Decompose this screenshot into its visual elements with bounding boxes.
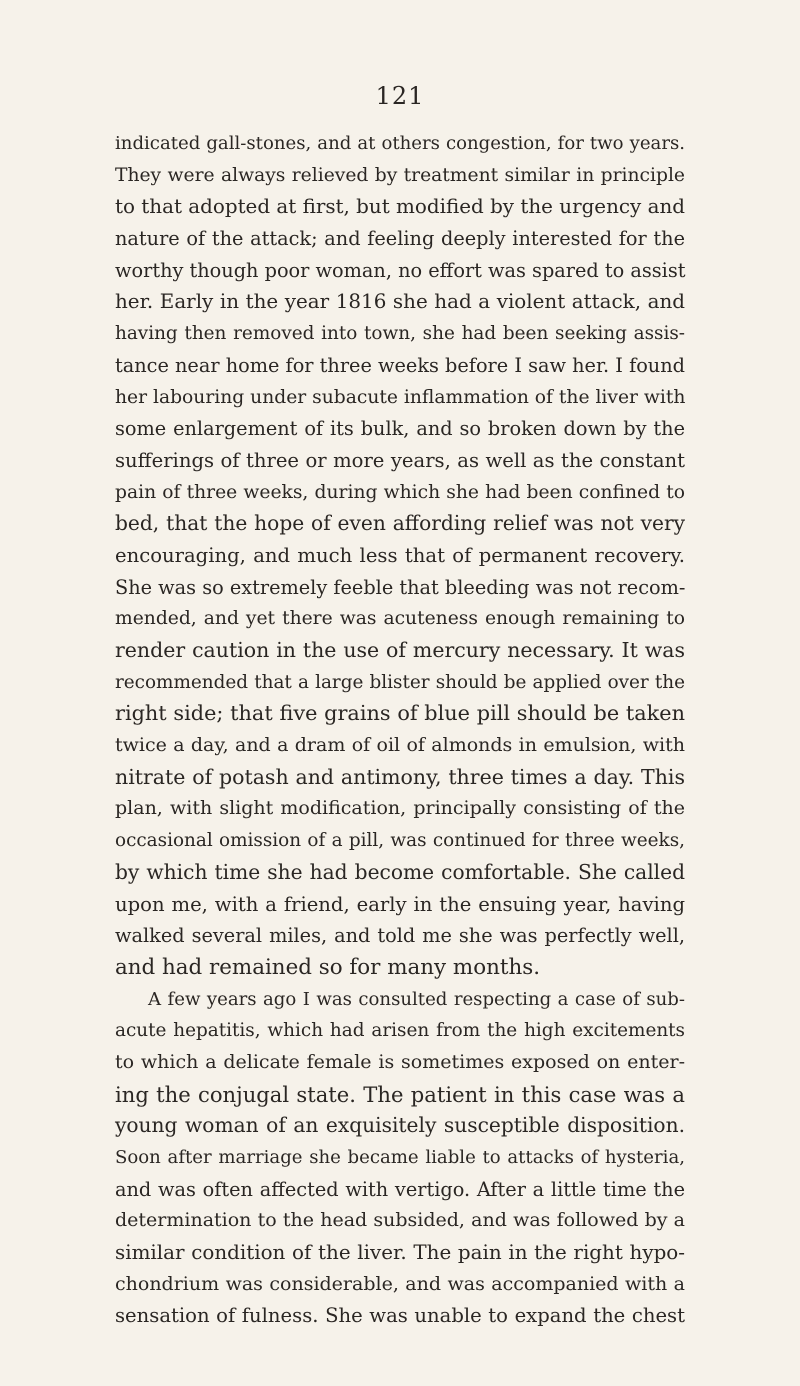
- text-line: to that adopted at first, but modified by the urgency and: [115, 195, 685, 219]
- text-line: render caution in the use of mercury necessary. It was: [115, 638, 685, 662]
- text-line: her labouring under subacute inflammation of the liver with: [115, 386, 686, 408]
- text-line: sensation of fulness. She was unable to expand the chest: [115, 1304, 685, 1328]
- text-line: occasional omission of a pill, was continued for three weeks,: [115, 830, 685, 852]
- text-line: worthy though poor woman, no effort was spared to assist: [115, 258, 686, 282]
- text-line: her. Early in the year 1816 she had a violent attack, and: [115, 290, 685, 314]
- text-line: pain of three weeks, during which she had been confined to: [115, 481, 685, 503]
- text-line: young woman of an exquisitely susceptible disposition.: [115, 1113, 685, 1138]
- text-line: having then removed into town, she had been seeking assis-: [115, 323, 685, 345]
- text-line: mended, and yet there was acuteness enough remaining to: [115, 608, 685, 630]
- text-line: and had remained so for many months.: [115, 954, 540, 980]
- body-text: [115, 128, 685, 1332]
- text-line: tance near home for three weeks before I saw her. I found: [115, 353, 685, 377]
- text-line: acute hepatitis, which had arisen from the high excitements: [115, 1020, 685, 1042]
- text-line: indicated gall-stones, and at others congestion, for two years.: [115, 133, 685, 154]
- text-line: nitrate of potash and antimony, three times a day. This: [115, 764, 685, 789]
- text-line: some enlargement of its bulk, and so broken down by the: [115, 417, 685, 441]
- text-line: encouraging, and much less that of permanent recovery.: [115, 543, 685, 567]
- text-line: ing the conjugal state. The patient in this case was a: [115, 1081, 685, 1107]
- text-line: plan, with slight modification, principally consisting of the: [115, 797, 685, 820]
- text-line: chondrium was considerable, and was accompanied with a: [115, 1272, 685, 1295]
- text-line: by which time she had become comfortable. She called: [115, 859, 685, 884]
- text-line: They were always relieved by treatment similar in principle: [115, 164, 685, 186]
- text-line: right side; that five grains of blue pill should be taken: [115, 701, 685, 726]
- text-line: walked several miles, and told me she was perfectly well,: [115, 924, 685, 948]
- text-line: similar condition of the liver. The pain in the right hypo-: [115, 1241, 685, 1265]
- text-line: Soon after marriage she became liable to attacks of hysteria,: [115, 1147, 685, 1168]
- text-line: to which a delicate female is sometimes exposed on enter-: [115, 1050, 685, 1073]
- text-line: sufferings of three or more years, as well as the constant: [115, 448, 685, 472]
- text-line: She was so extremely feeble that bleeding was not recom-: [115, 575, 686, 599]
- page-number: 121: [375, 82, 425, 110]
- text-line: twice a day, and a dram of oil of almonds in emulsion, with: [115, 734, 685, 757]
- text-line: and was often affected with vertigo. After a little time the: [115, 1177, 685, 1201]
- text-line: A few years ago I was consulted respecting a case of sub-: [148, 988, 685, 1010]
- text-line: recommended that a large blister should be applied over the: [115, 671, 685, 693]
- text-line: upon me, with a friend, early in the ensuing year, having: [115, 892, 685, 916]
- text-line: nature of the attack; and feeling deeply interested for the: [115, 227, 685, 251]
- text-line: determination to the head subsided, and was followed by a: [115, 1209, 685, 1232]
- text-line: bed, that the hope of even affording relief was not very: [115, 511, 685, 536]
